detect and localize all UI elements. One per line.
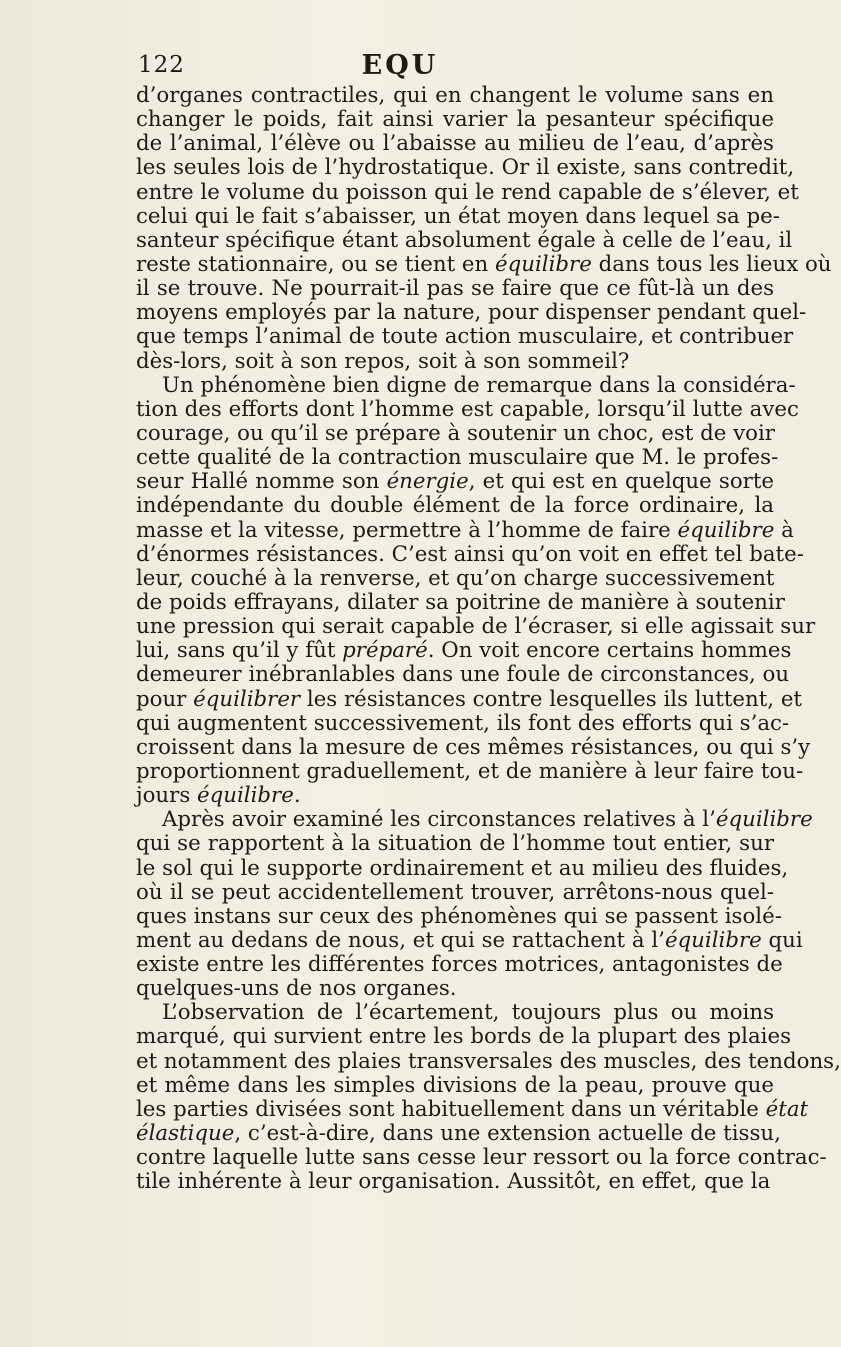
italic-term: équilibre — [715, 807, 813, 833]
text-run: dans tous les lieux où — [591, 251, 832, 277]
text-run: le sol qui le supporte ordinairement et au milieu des fluides, — [136, 855, 789, 881]
text-line — [136, 1048, 841, 1074]
text-run: moyens employés par la nature, pour dispenser pendant quel- — [136, 300, 807, 326]
text-run: tile inhérente à leur organisation. Aussitôt, en effet, que la — [136, 1169, 771, 1195]
text-line — [136, 1121, 781, 1147]
text-run: où il se peut accidentellement trouver, arrêtons-nous quel- — [136, 879, 774, 905]
text-line — [136, 277, 774, 301]
text-run: de poids effrayans, dilater sa poitrine de manière à soutenir — [136, 589, 785, 615]
text-run: ques instans sur ceux des phénomènes qui se passent isolé- — [136, 903, 782, 929]
text-line — [136, 470, 774, 494]
italic-term: équilibre — [197, 783, 294, 809]
paragraph — [136, 1000, 841, 1195]
text-line — [136, 300, 807, 326]
text-run: qui augmentent successivement, ils font des efforts qui s’ac- — [136, 710, 790, 736]
text-run: entre le volume du poisson qui le rend capable de s’élever, et — [136, 179, 799, 205]
text-line — [136, 445, 779, 471]
text-line — [136, 251, 832, 277]
text-run: une pression qui serait capable de l’écraser, si elle agissait sur — [136, 614, 816, 640]
text-run: d’énormes résistances. C’est ainsi qu’on voit en effet tel bate- — [136, 541, 804, 567]
italic-term: élastique — [136, 1121, 235, 1147]
text-run: tion des efforts dont l’homme est capable, lorsqu’il lutte avec — [136, 396, 799, 422]
text-run: à — [774, 517, 794, 543]
text-line — [136, 855, 789, 881]
text-line — [136, 179, 799, 205]
text-line — [136, 1170, 774, 1194]
italic-term: préparé — [342, 638, 428, 664]
text-run: il se trouve. Ne pourrait-il pas se faire que ce fût-là un des — [136, 276, 774, 302]
text-line — [136, 662, 790, 688]
italic-term: énergie — [386, 469, 469, 495]
text-run: d’organes contractiles, qui en changent le volume sans en — [136, 83, 774, 108]
text-run: et notamment des plaies transversales des muscles, des tendons, — [136, 1048, 841, 1074]
text-run: que temps l’animal de toute action musculaire, et contribuer — [136, 324, 794, 350]
text-run: courage, ou qu’il se prépare à soutenir un choc, est de voir — [136, 420, 775, 446]
text-line — [136, 84, 774, 108]
text-run: leur, couché à la renverse, et qu’on charge successivement — [136, 565, 775, 591]
text-run: de l’animal, l’élève ou l’abaisse au milieu de l’eau, d’après — [136, 131, 774, 157]
text-run: marqué, qui survient entre les bords de la plupart des plaies — [136, 1024, 792, 1050]
text-line — [136, 807, 813, 833]
text-run: L’observation de l’écartement, toujours plus ou moins — [162, 1000, 774, 1026]
body-text — [136, 83, 841, 1195]
text-line — [136, 903, 782, 929]
text-run: contre laquelle lutte sans cesse leur ressort ou la force contrac- — [136, 1145, 827, 1171]
text-run: les parties divisées sont habituellement dans un véritable — [136, 1096, 766, 1122]
text-line — [136, 541, 804, 567]
text-run: cette qualité de la contraction musculaire que M. le profes- — [136, 445, 779, 471]
text-run: celui qui le fait s’abaisser, un état moyen dans lequel sa pe- — [136, 203, 780, 229]
text-line — [136, 494, 774, 518]
text-line — [136, 977, 774, 1001]
text-line — [136, 758, 804, 784]
text-line — [136, 881, 774, 905]
text-line — [136, 422, 774, 446]
section-key: EQU — [361, 50, 439, 81]
text-run: . — [293, 783, 301, 809]
text-run: masse et la vitesse, permettre à l’homme de faire — [136, 517, 678, 543]
text-line — [136, 396, 799, 422]
text-run: et même dans les simples divisions de la peau, prouve que — [136, 1072, 774, 1098]
paragraph — [136, 372, 816, 809]
text-run: demeurer inébranlables dans une foule de circonstances, ou — [136, 662, 790, 688]
text-run: santeur spécifique étant absolument égale à celle de l’eau, il — [136, 227, 793, 253]
text-run: les résistances contre lesquelles ils luttent, et — [300, 686, 802, 712]
text-line — [136, 686, 802, 712]
text-run: quelques-uns de nos organes. — [136, 976, 457, 1002]
text-line — [136, 927, 803, 953]
text-line — [136, 614, 816, 640]
text-line — [136, 203, 780, 229]
text-run: changer le poids, fait ainsi varier la pesanteur spécifique — [136, 107, 774, 133]
text-line — [136, 517, 794, 543]
text-run: proportionnent graduellement, et de manière à leur faire tou- — [136, 758, 804, 784]
text-line — [136, 1145, 827, 1171]
text-run: ment au dedans de nous, et qui se rattachent à l’ — [136, 927, 665, 953]
text-line — [136, 952, 783, 978]
text-run: , c’est-à-dire, dans une extension actuelle de tissu, — [234, 1121, 781, 1147]
text-run: , et qui est en quelque sorte — [468, 469, 774, 495]
text-line — [136, 227, 793, 253]
text-line — [136, 710, 790, 736]
text-run: existe entre les différentes forces motrices, antagonistes de — [136, 952, 783, 978]
italic-term: état — [765, 1096, 809, 1122]
text-line — [136, 155, 795, 181]
page-number: 122 — [138, 52, 185, 78]
text-run: dès-lors, soit à son repos, soit à son sommeil? — [136, 348, 630, 374]
text-line — [136, 1001, 774, 1025]
text-line — [136, 567, 774, 591]
text-line — [136, 350, 774, 374]
text-line — [136, 734, 811, 760]
text-run: Un phénomène bien digne de remarque dans la considéra- — [162, 372, 796, 398]
text-run: croissent dans la mesure de ces mêmes résistances, ou qui s’y — [136, 734, 811, 760]
text-run: jours — [136, 783, 198, 809]
text-line — [136, 832, 774, 856]
text-line — [136, 589, 785, 615]
text-line — [136, 324, 794, 350]
text-line — [136, 132, 774, 156]
text-run: indépendante du double élément de la force ordinaire, la — [136, 493, 774, 519]
paragraph — [136, 807, 813, 1002]
text-line — [136, 1024, 792, 1050]
text-line — [136, 1096, 809, 1122]
text-run: lui, sans qu’il y fût — [136, 638, 343, 664]
paragraph — [136, 83, 832, 374]
text-run: les seules lois de l’hydrostatique. Or il existe, sans contredit, — [136, 155, 795, 181]
italic-term: équilibre — [664, 927, 762, 953]
text-run: qui se rapportent à la situation de l’homme tout entier, sur — [136, 831, 774, 857]
text-run: qui — [761, 927, 803, 953]
italic-term: équilibrer — [193, 686, 301, 712]
italic-term: équilibre — [677, 517, 775, 543]
text-run: pour — [136, 686, 194, 712]
running-head — [0, 52, 800, 86]
text-line — [136, 638, 792, 664]
text-run: seur Hallé nomme son — [136, 469, 387, 495]
text-line — [136, 372, 796, 398]
text-run: . On voit encore certains hommes — [427, 638, 792, 664]
italic-term: équilibre — [495, 251, 592, 277]
text-run: reste stationnaire, ou se tient en — [136, 251, 496, 277]
text-line — [136, 1074, 774, 1098]
text-line — [136, 108, 774, 132]
text-run: Après avoir examiné les circonstances relatives à l’ — [162, 807, 716, 833]
text-line — [136, 784, 774, 808]
